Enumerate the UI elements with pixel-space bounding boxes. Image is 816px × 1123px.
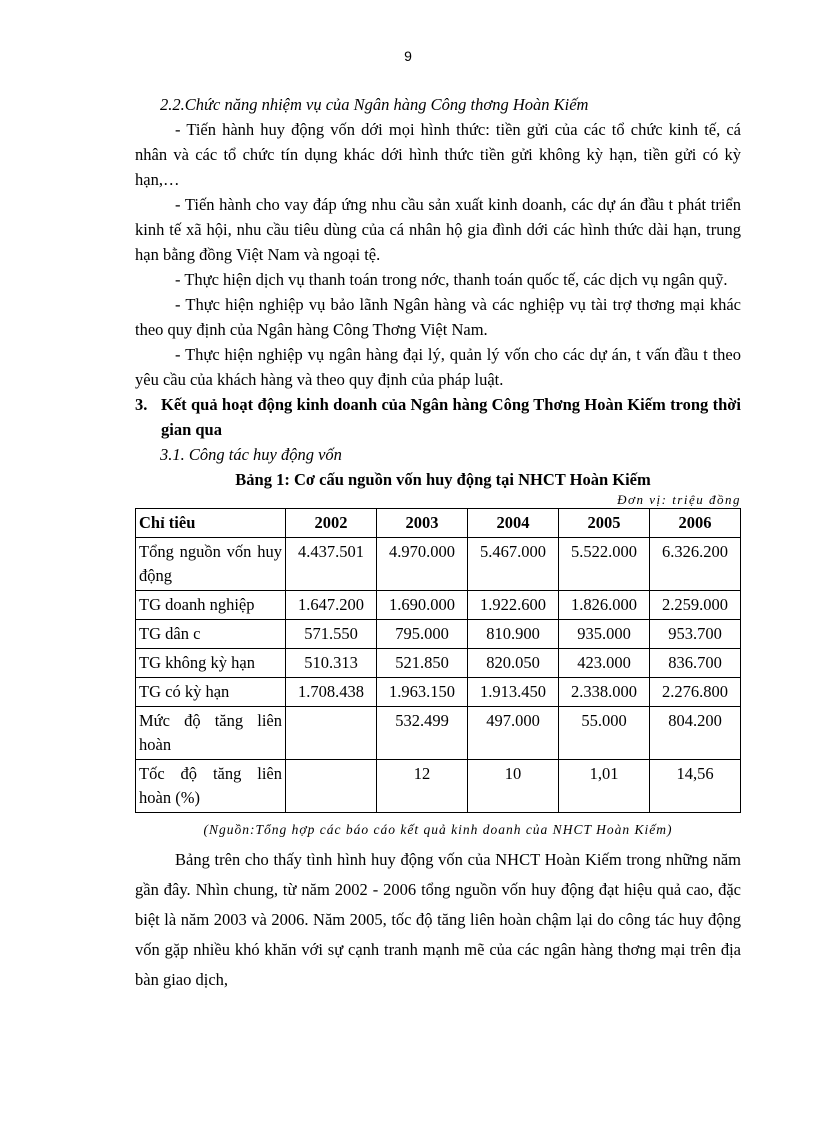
table-cell: 521.850 xyxy=(377,649,468,678)
table-row xyxy=(136,538,741,591)
table-row xyxy=(136,591,741,620)
table-cell: 571.550 xyxy=(286,620,377,649)
table-cell: 14,56 xyxy=(650,760,741,813)
row-label: TG không kỳ hạn xyxy=(136,649,286,678)
table-source: (Nguồn:Tổng hợp các báo cáo kết quả kinh doanh của NHCT Hoàn Kiếm) xyxy=(203,822,673,837)
duty-item-5: - Thực hiện nghiệp vụ ngân hàng đại lý, quản lý vốn cho các dự án, t vấn đầu t theo yêu cầu của khách hàng và theo quy định của pháp luật. xyxy=(135,345,741,389)
section-3-number: 3. xyxy=(135,395,148,414)
table-cell: 10 xyxy=(468,760,559,813)
section-3-heading xyxy=(135,392,741,442)
table-title: Bảng 1: Cơ cấu nguồn vốn huy động tại NHCT Hoàn Kiếm xyxy=(235,470,651,489)
table-cell: 1.826.000 xyxy=(559,591,650,620)
table-cell: 1.690.000 xyxy=(377,591,468,620)
table-cell: 423.000 xyxy=(559,649,650,678)
row-label: TG dân c xyxy=(136,620,286,649)
table-row xyxy=(136,649,741,678)
table-cell: 12 xyxy=(377,760,468,813)
table-cell: 810.900 xyxy=(468,620,559,649)
section-3-title: Kết quả hoạt động kinh doanh của Ngân hàng Công Thơng Hoàn Kiếm trong thời gian qua xyxy=(161,395,741,439)
table-cell: 4.970.000 xyxy=(377,538,468,591)
table-cell: 1.708.438 xyxy=(286,678,377,707)
table-cell: 497.000 xyxy=(468,707,559,760)
row-label: Tốc độ tăng liên hoàn (%) xyxy=(136,760,286,813)
funding-table xyxy=(135,508,741,813)
duty-item-3: - Thực hiện dịch vụ thanh toán trong nớc, thanh toán quốc tế, các dịch vụ ngân quỹ. xyxy=(175,270,728,289)
page-number: 9 xyxy=(404,48,412,64)
table-cell xyxy=(286,707,377,760)
table-cell: 6.326.200 xyxy=(650,538,741,591)
table-cell: 795.000 xyxy=(377,620,468,649)
duty-item-1: - Tiến hành huy động vốn dới mọi hình thức: tiền gửi của các tổ chức kinh tế, cá nhân và các tổ chức tín dụng khác dới hình thức tiền gửi không kỳ hạn, tiền gửi có kỳ hạn,… xyxy=(135,120,741,189)
header-2002: 2002 xyxy=(286,509,377,538)
table-cell: 935.000 xyxy=(559,620,650,649)
table-cell: 953.700 xyxy=(650,620,741,649)
table-row xyxy=(136,707,741,760)
header-2005: 2005 xyxy=(559,509,650,538)
analysis-paragraph: Bảng trên cho thấy tình hình huy động vốn của NHCT Hoàn Kiếm trong những năm gần đây. Nhìn chung, từ năm 2002 - 2006 tổng nguồn vốn huy động đạt hiệu quả cao, đặc biệt là năm 2003 và 2006. Năm 2005, tốc độ tăng liên hoàn chậm lại do công tác huy động vốn gặp nhiều khó khăn với sự cạnh tranh mạnh mẽ của các ngân hàng thơng mại trên địa bàn giao dịch, xyxy=(135,850,741,989)
row-label: TG có kỳ hạn xyxy=(136,678,286,707)
table-cell: 1.922.600 xyxy=(468,591,559,620)
table-cell: 510.313 xyxy=(286,649,377,678)
document-body xyxy=(135,92,741,995)
table-cell: 55.000 xyxy=(559,707,650,760)
table-cell: 2.276.800 xyxy=(650,678,741,707)
duty-item-4: - Thực hiện nghiệp vụ bảo lãnh Ngân hàng và các nghiệp vụ tài trợ thơng mại khác theo quy định của Ngân hàng Công Thơng Việt Nam. xyxy=(135,295,741,339)
header-indicator: Chỉ tiêu xyxy=(136,509,286,538)
duty-item-2: - Tiến hành cho vay đáp ứng nhu cầu sản xuất kinh doanh, các dự án đầu t phát triển kinh tế xã hội, nhu cầu tiêu dùng của cá nhân hộ gia đình dới các hình thức dài hạn, trung hạn bằng đồng Việt Nam và ngoại tệ. xyxy=(135,195,741,264)
header-2003: 2003 xyxy=(377,509,468,538)
table-row xyxy=(136,620,741,649)
table-header-row xyxy=(136,509,741,538)
table-cell: 532.499 xyxy=(377,707,468,760)
table-cell: 2.259.000 xyxy=(650,591,741,620)
table-cell: 836.700 xyxy=(650,649,741,678)
row-label: Mức độ tăng liên hoàn xyxy=(136,707,286,760)
table-cell: 1.963.150 xyxy=(377,678,468,707)
table-cell xyxy=(286,760,377,813)
table-cell: 1.647.200 xyxy=(286,591,377,620)
section-3-1-title: 3.1. Công tác huy động vốn xyxy=(160,445,342,464)
table-cell: 1,01 xyxy=(559,760,650,813)
table-cell: 820.050 xyxy=(468,649,559,678)
table-cell: 804.200 xyxy=(650,707,741,760)
header-2006: 2006 xyxy=(650,509,741,538)
row-label: TG doanh nghiệp xyxy=(136,591,286,620)
row-label: Tổng nguồn vốn huy động xyxy=(136,538,286,591)
table-cell: 5.467.000 xyxy=(468,538,559,591)
header-2004: 2004 xyxy=(468,509,559,538)
table-cell: 4.437.501 xyxy=(286,538,377,591)
table-row xyxy=(136,678,741,707)
table-cell: 2.338.000 xyxy=(559,678,650,707)
section-2-2-title: 2.2.Chức năng nhiệm vụ của Ngân hàng Công thơng Hoàn Kiếm xyxy=(160,95,589,114)
table-cell: 1.913.450 xyxy=(468,678,559,707)
table-unit: Đơn vị: triệu đồng xyxy=(617,492,741,507)
table-cell: 5.522.000 xyxy=(559,538,650,591)
table-row xyxy=(136,760,741,813)
